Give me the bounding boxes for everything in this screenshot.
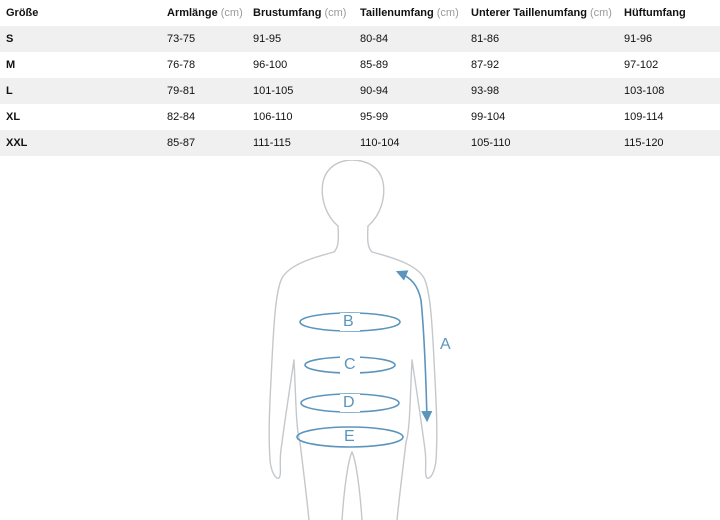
- cell-lower-waist: 99-104: [471, 111, 506, 123]
- header-label: Taillenumfang: [360, 7, 434, 19]
- header-unit: (cm): [324, 7, 347, 19]
- header-label: Hüftumfang: [624, 7, 686, 19]
- cell-arm-length: 73-75: [167, 33, 196, 45]
- header-arm-length: [167, 0, 253, 26]
- cell-hip: 97-102: [624, 59, 659, 71]
- cell-chest: 96-100: [253, 59, 288, 71]
- header-hip: [624, 0, 720, 26]
- table-row: [0, 52, 720, 78]
- measure-label-e: E: [344, 428, 355, 445]
- cell-size: S: [6, 33, 14, 45]
- header-label: Unterer Taillenumfang: [471, 7, 587, 19]
- cell-hip: 103-108: [624, 85, 665, 97]
- cell-size: XXL: [6, 137, 28, 149]
- measure-label-d: D: [343, 394, 355, 411]
- cell-size: XL: [6, 111, 21, 123]
- measure-label-a: A: [440, 336, 451, 353]
- cell-arm-length: 76-78: [167, 59, 196, 71]
- cell-chest: 91-95: [253, 33, 282, 45]
- measure-line-a: [398, 272, 427, 420]
- left-body-outline: [269, 252, 334, 520]
- cell-chest: 106-110: [253, 111, 293, 123]
- cell-chest: 111-115: [253, 137, 291, 149]
- header-size: [0, 0, 167, 26]
- header-label: Brustumfang: [253, 7, 322, 19]
- cell-waist: 110-104: [360, 137, 400, 149]
- cell-waist: 95-99: [360, 111, 389, 123]
- right-body-outline: [372, 252, 437, 520]
- body-silhouette-svg: [0, 160, 720, 520]
- header-label: Größe: [6, 7, 39, 19]
- cell-chest: 101-105: [253, 85, 294, 97]
- size-chart-table: [0, 0, 720, 156]
- header-lower-waist: [471, 0, 624, 26]
- cell-lower-waist: 87-92: [471, 59, 500, 71]
- cell-waist: 90-94: [360, 85, 389, 97]
- cell-arm-length: 85-87: [167, 137, 196, 149]
- cell-hip: 91-96: [624, 33, 653, 45]
- cell-size: M: [6, 59, 16, 71]
- cell-arm-length: 82-84: [167, 111, 196, 123]
- cell-lower-waist: 81-86: [471, 33, 500, 45]
- cell-lower-waist: 93-98: [471, 85, 500, 97]
- measure-label-c: C: [344, 356, 356, 373]
- table-row: [0, 104, 720, 130]
- header-chest: [253, 0, 360, 26]
- body-measurement-diagram: [0, 160, 720, 520]
- cell-lower-waist: 105-110: [471, 137, 511, 149]
- cell-waist: 85-89: [360, 59, 389, 71]
- table-row: [0, 78, 720, 104]
- left-neck-outline: [334, 226, 338, 252]
- right-neck-outline: [368, 226, 372, 252]
- header-label: Armlänge: [167, 7, 218, 19]
- cell-arm-length: 79-81: [167, 85, 196, 97]
- cell-waist: 80-84: [360, 33, 389, 45]
- table-row: [0, 26, 720, 52]
- inner-legs-outline: [342, 452, 362, 520]
- head-outline: [322, 160, 384, 226]
- cell-hip: 109-114: [624, 111, 664, 123]
- measure-label-b: B: [343, 313, 354, 330]
- header-waist: [360, 0, 471, 26]
- cell-hip: 115-120: [624, 137, 664, 149]
- cell-size: L: [6, 85, 13, 97]
- header-unit: (cm): [436, 7, 459, 19]
- table-header-row: [0, 0, 720, 26]
- header-unit: (cm): [220, 7, 243, 19]
- header-unit: (cm): [589, 7, 612, 19]
- table-row: [0, 130, 720, 156]
